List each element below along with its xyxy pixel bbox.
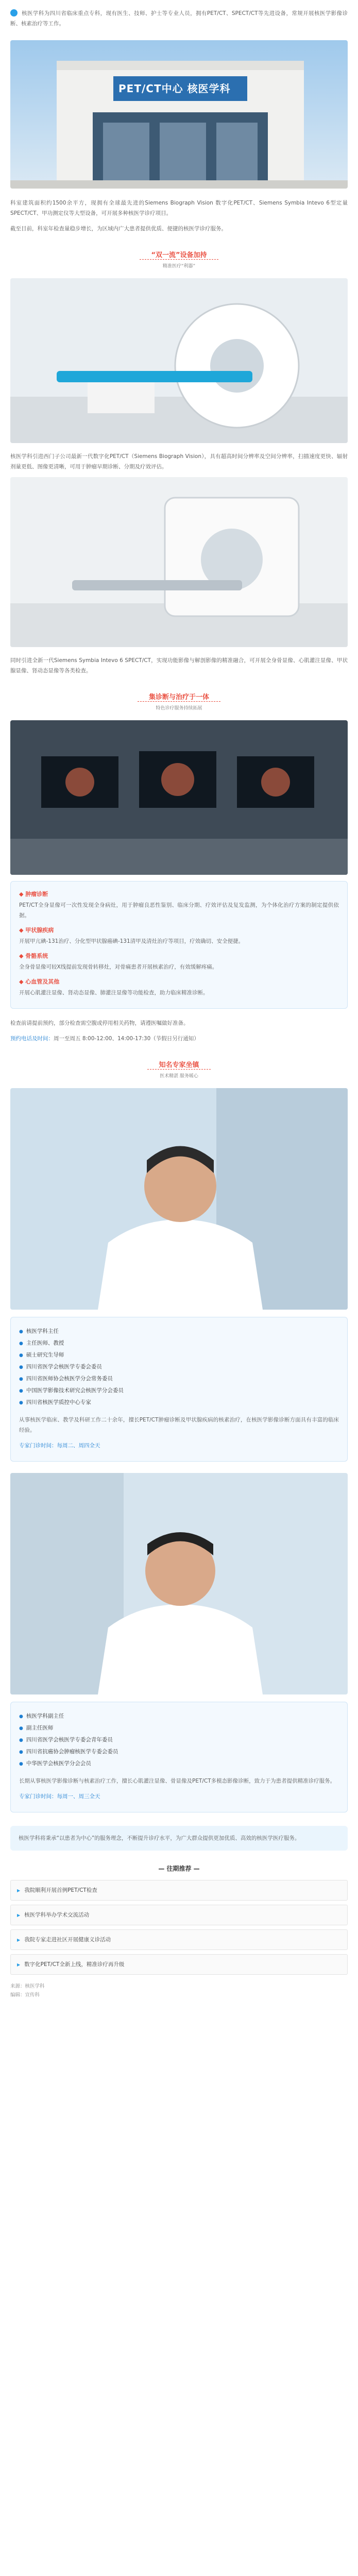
section-title: 知名专家坐镇 <box>147 1059 210 1070</box>
about-paragraph-1: 科室建筑面积约1500余平方，现拥有全球最先进的Siemens Biograph Vision 数字化PET/CT、Siemens Symbia Intevo 6型定量SPECT/CT、甲功测定仪等大型设备，可开展多种核医学诊疗项目。 <box>10 200 348 216</box>
spect-ct-photo <box>10 477 348 647</box>
building-photo <box>10 40 348 189</box>
info-icon <box>10 9 18 16</box>
title-item: ● 中国医学影像技术研究会核医学分会委员 <box>19 1385 339 1397</box>
section-subtitle: 特色诊疗服务持续拓展 <box>156 706 202 711</box>
service-heading: ◆ 甲状腺疾病 <box>19 927 54 934</box>
closing-text: 核医学科将秉承“以患者为中心”的服务理念，不断提升诊疗水平，为广大群众提供更加优质、高效的核医学医疗服务。 <box>19 1835 300 1841</box>
section-title: 集诊断与治疗于一体 <box>138 691 220 702</box>
expert-1-titles <box>19 1326 339 1409</box>
expert-2-titles <box>19 1710 339 1770</box>
title-item: ● 核医学科主任 <box>19 1326 339 1337</box>
expert-2-clinic-hours: 专家门诊时间：每周一、周三全天 <box>19 1793 100 1800</box>
title-item: ● 硕士研究生导师 <box>19 1349 339 1361</box>
building-sign: PET/CT中心 核医学科 <box>118 82 231 95</box>
service-item <box>19 952 339 972</box>
hours-info <box>10 1033 348 1044</box>
title-item: ● 四川省抗癌协会肿瘤核医学专委会委员 <box>19 1746 339 1758</box>
title-item: ● 四川省医学会核医学专委会委员 <box>19 1361 339 1373</box>
section-subtitle: 精准医疗“利器” <box>162 264 196 269</box>
section-services-heading <box>0 691 358 711</box>
title-item: ● 四川省核医学质控中心专家 <box>19 1397 339 1409</box>
spect-ct-description: 同时引进全新一代Siemens Symbia Intevo 6 SPECT/CT，实现功能影像与解剖影像的精准融合，可开展全身骨显像、心肌灌注显像、甲状腺显像、肾动态显像等各类检查。 <box>10 657 348 674</box>
reading-room-photo <box>10 720 348 875</box>
hours-label: 预约电话及时间： <box>10 1036 54 1042</box>
expert-1-bio: 从事核医学临床、教学及科研工作二十余年，擅长PET/CT肿瘤诊断及甲状腺疾病的核素治疗，在核医学影像诊断方面具有丰富的临床经验。 <box>19 1417 339 1433</box>
service-item <box>19 890 339 921</box>
section-equipment-heading <box>0 249 358 269</box>
expert-2-bio: 长期从事核医学影像诊断与核素治疗工作，擅长心肌灌注显像、骨显像及PET/CT多模态影像诊断，致力于为患者提供精准诊疗服务。 <box>19 1778 336 1784</box>
credit-editor: 编辑：宣传科 <box>10 1992 40 1998</box>
service-text: 全身骨显像可较X线提前发现骨转移灶，对骨痛患者开展核素治疗，有效缓解疼痛。 <box>19 964 218 970</box>
title-item: ● 中华医学会核医学分会会员 <box>19 1758 339 1770</box>
service-text: 开展甲亢碘-131治疗、分化型甲状腺癌碘-131清甲及清灶治疗等项目，疗效确切、安全便捷。 <box>19 938 244 944</box>
related-links <box>10 1880 348 1975</box>
closing-card <box>10 1826 348 1851</box>
expert-2-photo <box>10 1473 348 1694</box>
intro-block <box>0 0 358 40</box>
expert-1-card <box>10 1317 348 1462</box>
related-link[interactable]: ▶ 我院专家走进社区开展健康义诊活动 <box>10 1929 348 1950</box>
related-link[interactable]: ▶ 数字化PET/CT全新上线，精准诊疗再升级 <box>10 1954 348 1975</box>
title-item: ● 四川省医学会核医学专委会青年委员 <box>19 1734 339 1746</box>
title-item: ● 四川省医师协会核医学分会常务委员 <box>19 1373 339 1385</box>
credit-source: 来源：核医学科 <box>10 1984 45 1989</box>
service-item <box>19 926 339 946</box>
expert-1-clinic-hours: 专家门诊时间：每周二、周四全天 <box>19 1443 100 1449</box>
title-item: ● 核医学科副主任 <box>19 1710 339 1722</box>
inspection-notice: 检查前请提前预约，部分检查需空腹或停用相关药物，请遵医嘱做好准备。 <box>10 1020 189 1026</box>
title-item: ● 主任医师、教授 <box>19 1337 339 1349</box>
about-paragraph-2: 截至目前，科室年检查量稳步增长，为区域内广大患者提供优质、便捷的核医学诊疗服务。 <box>10 226 227 232</box>
related-link[interactable]: ▶ 核医学科举办学术交流活动 <box>10 1905 348 1925</box>
section-experts-heading <box>0 1059 358 1079</box>
expert-2-card <box>10 1702 348 1812</box>
service-heading: ◆ 肿瘤诊断 <box>19 891 48 897</box>
service-text: 开展心肌灌注显像、肾动态显像、肺灌注显像等功能检查，助力临床精准诊断。 <box>19 990 209 996</box>
services-box <box>10 881 348 1009</box>
section-title: “双一流”设备加持 <box>140 249 218 260</box>
credits <box>0 1982 358 1999</box>
service-heading: ◆ 骨骼系统 <box>19 953 48 959</box>
intro-text: 核医学科为四川省临床重点专科，现有医生、技师、护士等专业人员，拥有PET/CT、SPECT/CT等先进设备，常规开展核医学影像诊断、核素治疗等工作。 <box>10 10 348 27</box>
service-heading: ◆ 心血管及其他 <box>19 978 60 985</box>
pet-ct-description: 核医学科引进西门子公司最新一代数字化PET/CT（Siemens Biograph Vision），具有超高时间分辨率及空间分辨率，扫描速度更快、辐射剂量更低、图像更清晰，可用于肿瘤早期诊断、分期及疗效评估。 <box>10 453 348 470</box>
section-subtitle: 医术精湛 服务暖心 <box>160 1074 198 1079</box>
expert-1-photo <box>10 1088 348 1310</box>
title-item: ● 副主任医师 <box>19 1722 339 1734</box>
service-item <box>19 977 339 998</box>
service-text: PET/CT全身显像可一次性发现全身病灶，用于肿瘤良恶性鉴别、临床分期、疗效评估及复发监测，为个体化治疗方案的制定提供依据。 <box>19 902 339 919</box>
hours-text: 周一至周五 8:00-12:00、14:00-17:30（节假日另行通知） <box>54 1036 199 1042</box>
related-link[interactable]: ▶ 我院顺利开展首例PET/CT检查 <box>10 1880 348 1901</box>
related-heading: — 往期推荐 — <box>158 1865 200 1872</box>
pet-ct-photo <box>10 278 348 443</box>
